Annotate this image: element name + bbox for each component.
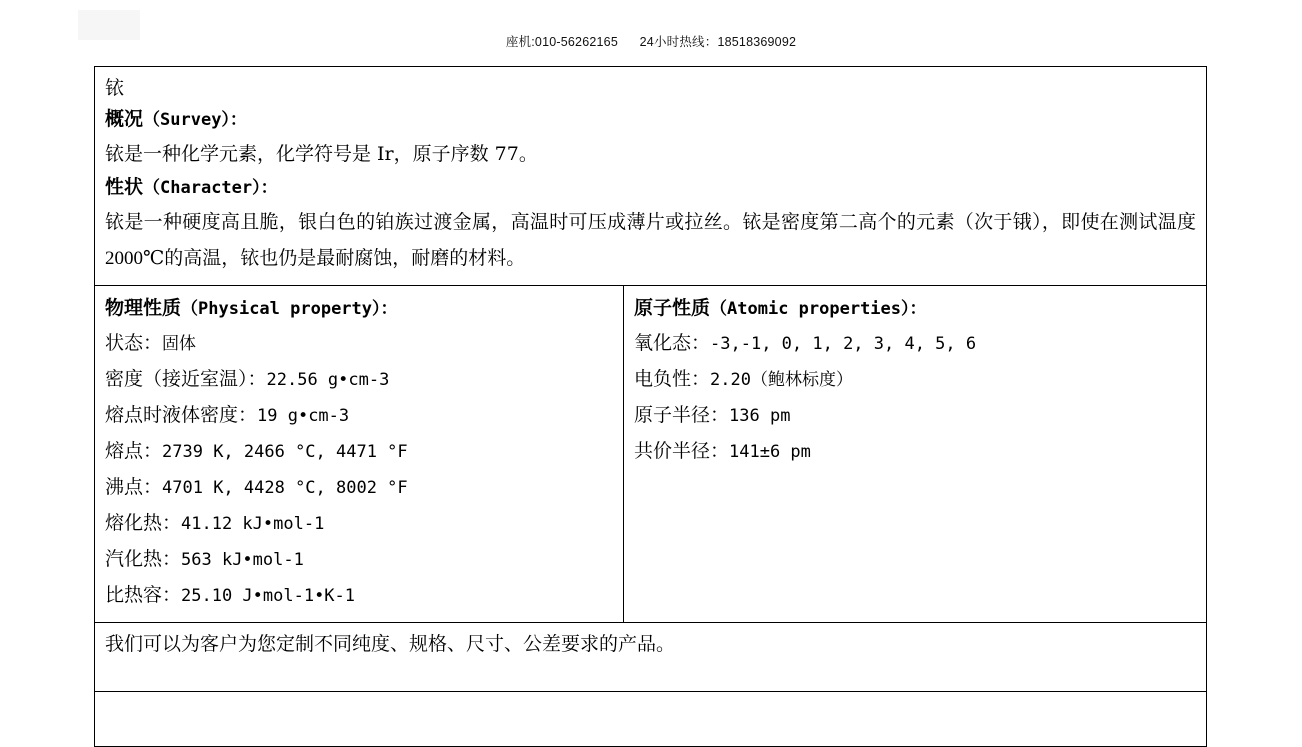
- property-row: [634, 398, 1196, 434]
- cell-footer-note: [95, 623, 1207, 692]
- element-datasheet-table: [94, 66, 1207, 747]
- physical-heading-en: （Physical property）：: [181, 299, 398, 319]
- atomic-heading: [634, 292, 1196, 326]
- property-row: [634, 326, 1196, 362]
- property-row: [105, 578, 613, 614]
- property-label: 共价半径：: [634, 441, 730, 462]
- property-value: 固体: [162, 334, 197, 354]
- element-name: 铱: [105, 77, 125, 99]
- property-label: 熔化热：: [105, 513, 182, 534]
- property-value: 4701 K, 4428 °C, 8002 °F: [162, 478, 408, 498]
- cell-overview: [95, 67, 1207, 286]
- physical-heading: [105, 292, 613, 326]
- cell-blank: [95, 692, 1207, 747]
- property-row: [105, 326, 613, 362]
- property-label: 熔点时液体密度：: [105, 405, 258, 426]
- character-heading: [105, 171, 1196, 205]
- property-label: 汽化热：: [105, 549, 182, 570]
- property-row: [105, 542, 613, 578]
- property-value: -3,-1, 0, 1, 2, 3, 4, 5, 6: [710, 334, 977, 354]
- atomic-heading-en: （Atomic properties）：: [710, 299, 927, 319]
- atomic-heading-cn: 原子性质: [634, 298, 711, 319]
- footer-note-text: 我们可以为客户为您定制不同纯度、规格、尺寸、公差要求的产品。: [105, 634, 676, 655]
- survey-text: 铱是一种化学元素，化学符号是 Ir，原子序数 77。: [105, 143, 538, 165]
- property-row: [105, 506, 613, 542]
- survey-heading: [105, 103, 1196, 137]
- table-row-blank: [95, 692, 1207, 747]
- cell-atomic-properties: [624, 286, 1207, 623]
- property-row: [105, 362, 613, 398]
- header-contact-info: [0, 32, 1302, 50]
- character-heading-en: （Character）：: [143, 178, 278, 198]
- property-value: 2739 K, 2466 °C, 4471 °F: [162, 442, 408, 462]
- property-value: 141±6 pm: [729, 442, 811, 462]
- property-label: 电负性：: [634, 369, 711, 390]
- property-value: 41.12 kJ•mol-1: [181, 514, 325, 534]
- table-row-footer-note: [95, 623, 1207, 692]
- property-row: [105, 470, 613, 506]
- property-label: 原子半径：: [634, 405, 730, 426]
- property-value: 136 pm: [729, 406, 791, 426]
- property-label: 密度（接近室温）：: [105, 369, 267, 390]
- property-value: 19 g•cm-3: [257, 406, 350, 426]
- property-row: [634, 362, 1196, 398]
- property-value: 2.20（鲍林标度）: [710, 370, 853, 390]
- property-value: 22.56 g•cm-3: [266, 370, 390, 390]
- property-label: 沸点：: [105, 477, 163, 498]
- header-hotline: 24小时热线：18518369092: [639, 35, 797, 49]
- property-value: 25.10 J•mol-1•K-1: [181, 586, 356, 606]
- character-text: 铱是一种硬度高且脆，银白色的铂族过渡金属，高温时可压成薄片或拉丝。铱是密度第二高个的元素（次于锇），即使在测试温度 2000℃的高温，铱也仍是最耐腐蚀，耐磨的材料。: [105, 212, 1197, 269]
- property-label: 熔点：: [105, 441, 163, 462]
- survey-heading-en: （Survey）：: [143, 110, 247, 130]
- property-label: 氧化态：: [634, 333, 711, 354]
- property-row: [105, 398, 613, 434]
- physical-heading-cn: 物理性质: [105, 298, 182, 319]
- character-heading-cn: 性状: [105, 177, 144, 198]
- table-row-properties: [95, 286, 1207, 623]
- property-label: 比热容：: [105, 585, 182, 606]
- property-row: [634, 434, 1196, 470]
- cell-physical-properties: [95, 286, 624, 623]
- property-label: 状态：: [105, 333, 163, 354]
- header-phone: 座机:010-56262165: [505, 35, 618, 49]
- property-value: 563 kJ•mol-1: [181, 550, 304, 570]
- survey-heading-cn: 概况: [105, 109, 144, 130]
- table-row-title: [95, 67, 1207, 286]
- property-row: [105, 434, 613, 470]
